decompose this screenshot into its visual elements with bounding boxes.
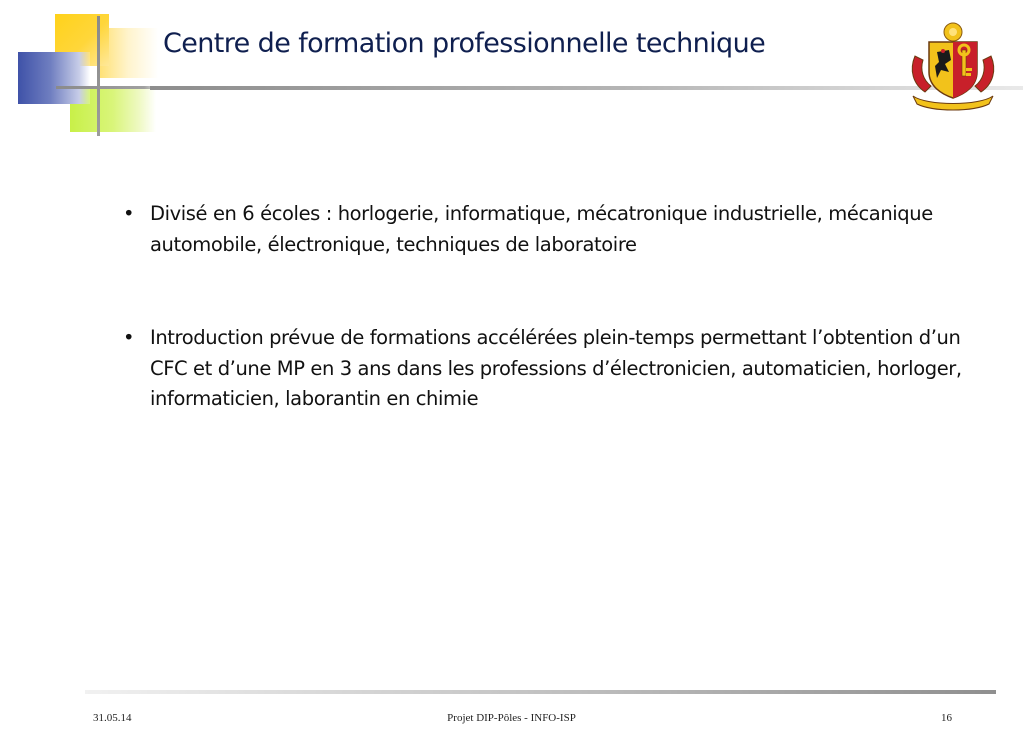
footer-date: 31.05.14 — [93, 712, 132, 724]
bullet-text: Introduction prévue de formations accélérées plein-temps permettant l’obtention d’un CFC et d’une MP en 3 ans dans les professions d’électronicien, automaticien, horloger, informaticien, laborantin en chimie — [150, 326, 962, 410]
decor-vertical-line — [97, 16, 100, 136]
footer-project-label: Projet DIP-Pôles - INFO-ISP — [447, 712, 576, 724]
bullet-item — [123, 199, 973, 260]
slide-title: Centre de formation professionnelle technique — [163, 28, 766, 59]
bullet-text: Divisé en 6 écoles : horlogerie, informatique, mécatronique industrielle, mécanique automobile, électronique, techniques de laboratoire — [150, 202, 933, 256]
decor-blue-square — [18, 52, 90, 104]
title-underline — [150, 86, 1023, 90]
footer-page-number: 16 — [941, 712, 952, 724]
bullet-list — [123, 199, 973, 478]
bullet-item — [123, 323, 973, 415]
footer-rule — [85, 690, 996, 694]
geneva-coat-of-arms-icon — [907, 20, 999, 112]
bullet-marker: • — [123, 202, 135, 225]
bullet-marker: • — [123, 326, 135, 349]
